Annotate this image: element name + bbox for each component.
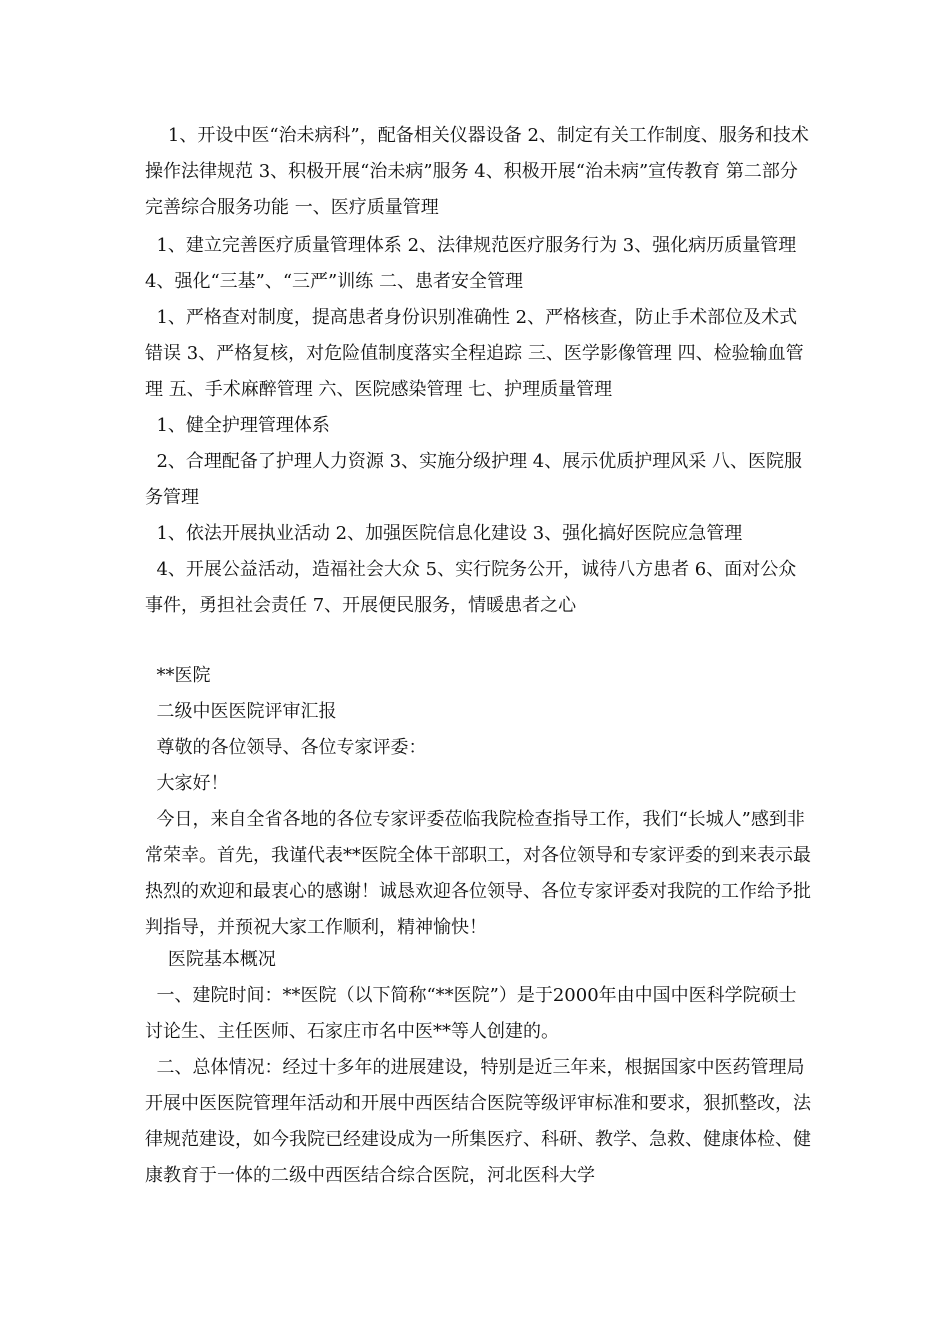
paragraph-founding: 一、建院时间：**医院（以下简称“**医院”）是于2000年由中国中医科学院硕士讨论生、主任医师、石家庄市名中医**等人创建的。 [145,985,797,1042]
paragraph-overall: 二、总体情况：经过十多年的进展建设，特别是近三年来，根据国家中医药管理局开展中医医院管理年活动和开展中西医结合医院等级评审标准和要求，狠抓整改，法律规范建设，如今我院已经建设成为一所集医疗、科研、教学、急救、健康体检、健康教育于一体的二级中西医结合综合医院，河北医科大学 [145,1057,811,1186]
paragraph-public-welfare: 4、开展公益活动，造福社会大众 5、实行院务公开，诚待八方患者 6、面对公众事件，勇担社会责任 7、开展便民服务，情暖患者之心 [145,559,797,616]
paragraph-welcome: 今日，来自全省各地的各位专家评委莅临我院检查指导工作，我们“长城人”感到非常荣幸。首先，我谨代表**医院全体干部职工，对各位领导和专家评委的到来表示最热烈的欢迎和最衷心的感谢！诚恳欢迎各位领导、各位专家评委对我院的工作给予批判指导，并预祝大家工作顺利，精神愉快！ [145,809,811,938]
paragraph-patient-safety: 1、严格查对制度，提高患者身份识别准确性 2、严格核查，防止手术部位及术式错误 3、严格复核，对危险值制度落实全程追踪 三、医学影像管理 四、检验输血管理 五、手术麻醉管理 六、医院感染管理 七、护理质量管理 [145,307,804,400]
report-title: 二级中医医院评审汇报 [145,701,337,722]
paragraph-medical-quality: 1、建立完善医疗质量管理体系 2、法律规范医疗服务行为 3、强化病历质量管理 4、强化“三基”、“三严”训练 二、患者安全管理 [145,235,802,292]
paragraph-zhiweibing: 1、开设中医“治未病科”，配备相关仪器设备 2、制定有关工作制度、服务和技术操作法律规范 3、积极开展“治未病”服务 4、积极开展“治未病”宣传教育 第二部分 完善综合服务功能 一、医疗质量管理 [145,125,809,218]
paragraph-hospital-service: 1、依法开展执业活动 2、加强医院信息化建设 3、强化搞好医院应急管理 [145,523,743,544]
paragraph-nursing-system: 1、健全护理管理体系 [145,415,330,436]
greeting: 大家好！ [145,773,229,794]
section-heading-overview: 医院基本概况 [145,949,276,970]
hospital-name: **医院 [145,665,211,686]
salutation: 尊敬的各位领导、各位专家评委： [145,737,427,758]
paragraph-nursing-resources: 2、合理配备了护理人力资源 3、实施分级护理 4、展示优质护理风采 八、医院服务管理 [145,451,802,508]
